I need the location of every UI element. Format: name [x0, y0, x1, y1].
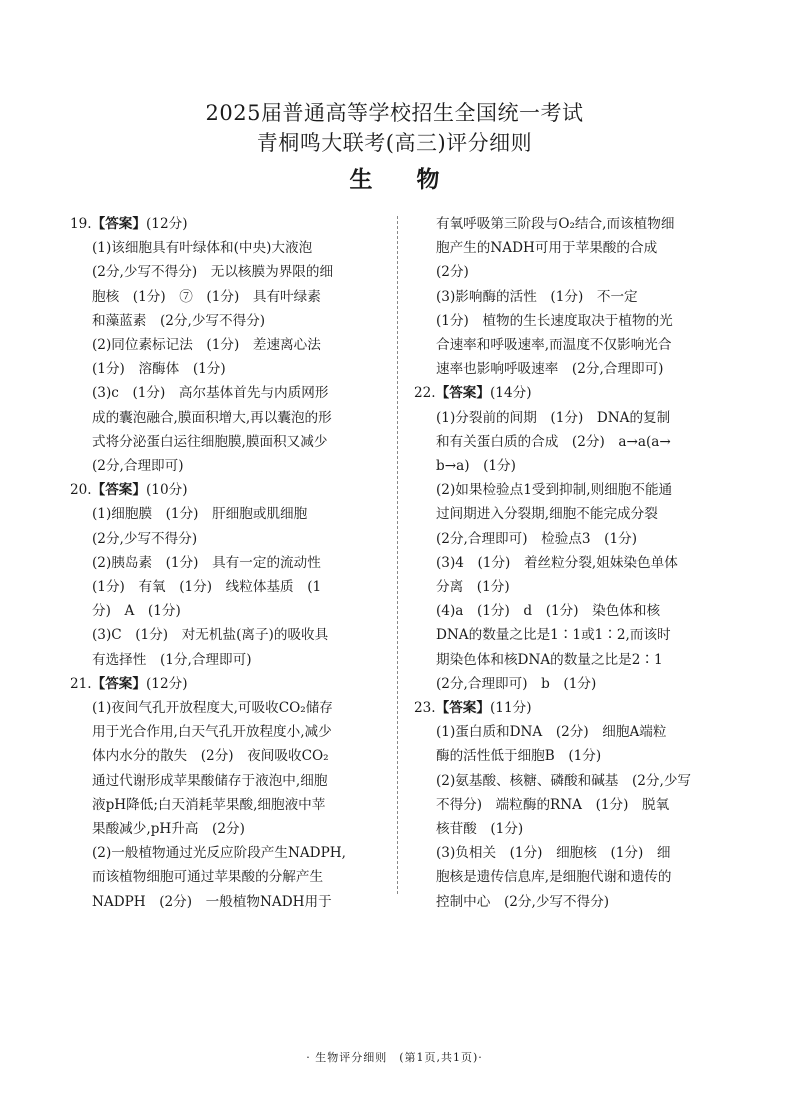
answer-line: 分) A (1分): [92, 603, 181, 620]
answer-line: (2)如果检验点1受到抑制,则细胞不能通: [436, 482, 673, 499]
answer-line: 成的囊泡融合,膜面积增大,再以囊泡的形: [92, 409, 332, 426]
answer-line: (1分) 植物的生长速度取决于植物的光: [436, 312, 673, 329]
answer-line: 和有关蛋白质的合成 (2分) a→a(a→: [436, 433, 671, 450]
answer-label: 【答案】: [91, 482, 146, 499]
answer-line: 有氧呼吸第三阶段与O₂结合,而该植物细: [436, 216, 675, 232]
answer-line: 式将分泌蛋白运往细胞膜,膜面积又减少: [92, 433, 328, 450]
page-footer: · 生物评分细则 (第1页,共1页)·: [306, 1051, 483, 1064]
question-heading: [70, 212, 405, 236]
answer-line: (1)分裂前的间期 (1分) DNA的复制: [436, 409, 671, 426]
answer-line: 控制中心 (2分,少写不得分): [436, 893, 610, 910]
question-heading: [70, 478, 405, 502]
answer-line: 过间期进入分裂期,细胞不能完成分裂: [436, 506, 658, 523]
answer-line: NADPH (2分) 一般植物NADH用于: [92, 893, 332, 910]
answer-line: 液pH降低;白天消耗苹果酸,细胞液中苹: [92, 796, 326, 813]
question-score: (14分): [490, 385, 532, 402]
left-column: [70, 212, 405, 914]
answer-line: (3)负相关 (1分) 细胞核 (1分) 细: [436, 845, 671, 862]
answer-line: 分离 (1分): [436, 579, 510, 596]
answer-line: 有选择性 (1分,合理即可): [92, 651, 252, 668]
answer-line: (2)同位素标记法 (1分) 差速离心法: [92, 337, 321, 354]
answer-line: (2分,合理即可) b (1分): [436, 675, 597, 692]
answer-line: (1分) 有氧 (1分) 线粒体基质 (1: [92, 579, 322, 596]
answer-line: 果酸减少,pH升高 (2分): [92, 821, 245, 838]
answer-line: 体内水分的散失 (2分) 夜间吸收CO₂: [92, 748, 329, 765]
subject-title: 生 物: [349, 166, 458, 193]
answer-line: (2分,少写不得分) 无以核膜为界限的细: [92, 264, 334, 281]
question-number: 19.: [70, 216, 92, 232]
question-number: 22.: [414, 385, 436, 402]
answer-line: (2分,少写不得分): [92, 530, 198, 547]
answer-label: 【答案】: [91, 216, 146, 232]
question-number: 20.: [70, 482, 92, 499]
answer-line: (3)影响酶的活性 (1分) 不一定: [436, 288, 638, 305]
exam-title: 2025届普通高等学校招生全国统一考试: [205, 101, 584, 125]
answer-line: 而该植物细胞可通过苹果酸的分解产生: [92, 869, 324, 886]
answer-line: 胞核是遗传信息库,是细胞代谢和遗传的: [436, 869, 672, 886]
answer-line: 酶的活性低于细胞B (1分): [436, 748, 602, 765]
question-number: 23.: [414, 700, 436, 717]
page-header: [0, 98, 789, 196]
answer-label: 【答案】: [435, 700, 490, 717]
answer-line: (1)该细胞具有叶绿体和(中央)大液泡: [92, 240, 313, 257]
answer-line: 速率也影响呼吸速率 (2分,合理即可): [436, 361, 664, 378]
answer-line: (2分,合理即可): [92, 458, 184, 475]
question-score: (11分): [490, 700, 532, 717]
question-heading: [414, 696, 749, 720]
answer-line: b→a) (1分): [436, 458, 516, 475]
answer-line: (1)细胞膜 (1分) 肝细胞或肌细胞: [92, 506, 308, 523]
question-number: 21.: [70, 675, 92, 692]
answer-line: (2)氨基酸、核糖、磷酸和碱基 (2分,少写: [436, 772, 692, 789]
answer-line: (4)a (1分) d (1分) 染色体和核: [436, 603, 661, 620]
answer-label: 【答案】: [435, 385, 490, 402]
answer-line: 胞核 (1分) ⑦ (1分) 具有叶绿素: [92, 288, 321, 305]
answer-line: 期染色体和核DNA的数量之比是2∶1: [436, 651, 663, 668]
question-heading: [70, 672, 405, 696]
answer-line: (3)c (1分) 高尔基体首先与内质网形: [92, 385, 329, 402]
column-divider: [397, 216, 398, 894]
exam-subtitle: 青桐鸣大联考(高三)评分细则: [256, 131, 533, 155]
answer-line: 胞产生的NADH可用于苹果酸的合成: [436, 240, 658, 257]
answer-line: (2分): [436, 264, 469, 281]
answer-line: (2)一般植物通过光反应阶段产生NADPH,: [92, 845, 346, 862]
answer-line: DNA的数量之比是1∶1或1∶2,而该时: [436, 627, 671, 644]
answer-label: 【答案】: [91, 675, 146, 692]
answer-line: 和藻蓝素 (2分,少写不得分): [92, 312, 266, 329]
question-score: (10分): [146, 482, 188, 499]
answer-line: (1分) 溶酶体 (1分): [92, 361, 226, 378]
answer-line: (1)蛋白质和DNA (2分) 细胞A端粒: [436, 724, 667, 741]
answer-line: (2)胰岛素 (1分) 具有一定的流动性: [92, 554, 321, 571]
answer-line: 通过代谢形成苹果酸储存于液泡中,细胞: [92, 772, 328, 789]
answer-line: 核苷酸 (1分): [436, 821, 524, 838]
question-score: (12分): [146, 675, 188, 692]
answer-line: (3)4 (1分) 着丝粒分裂,姐妹染色单体: [436, 554, 678, 571]
answer-line: (2分,合理即可) 检验点3 (1分): [436, 530, 638, 547]
question-heading: [414, 381, 749, 405]
right-column: [414, 212, 749, 914]
question-score: (12分): [146, 216, 188, 232]
answer-line: (3)C (1分) 对无机盐(离子)的吸收具: [92, 627, 329, 644]
answer-line: 用于光合作用,白天气孔开放程度小,减少: [92, 724, 332, 741]
answer-line: 合速率和呼吸速率,而温度不仅影响光合: [436, 337, 672, 354]
answer-line: 不得分) 端粒酶的RNA (1分) 脱氧: [436, 796, 670, 813]
answer-line: (1)夜间气孔开放程度大,可吸收CO₂储存: [92, 700, 333, 717]
